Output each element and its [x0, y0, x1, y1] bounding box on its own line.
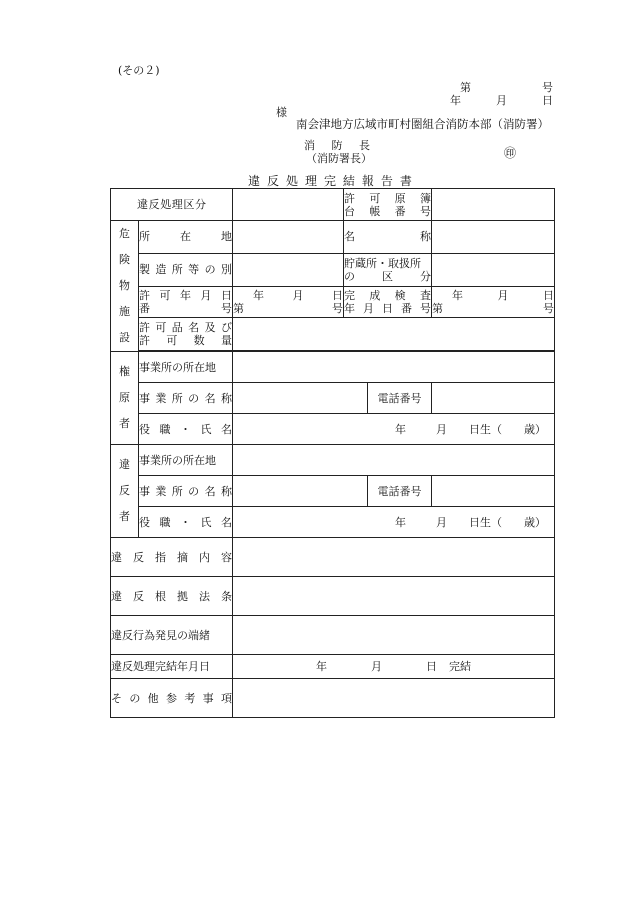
ledger-number-value[interactable]: [432, 189, 555, 221]
violator-position-name-label: 役 職 ・ 氏 名: [139, 507, 233, 538]
legal-basis-label: 違 反 根 拠 法 条: [111, 577, 233, 616]
rights-holder-group-label: 権 原 者: [111, 352, 139, 445]
location-label: 所 在 地: [139, 221, 233, 254]
name-value[interactable]: [432, 221, 555, 254]
permitted-goods-value[interactable]: [233, 318, 555, 351]
rights-holder-office-name-value[interactable]: [233, 383, 368, 414]
date-day: 日: [542, 94, 553, 107]
storage-category-value[interactable]: [432, 253, 555, 286]
rights-holder-position-name-value[interactable]: 年 月 日生（ 歳）: [233, 414, 555, 445]
rights-holder-position-name-label: 役 職 ・ 氏 名: [139, 414, 233, 445]
rights-holder-address-label: 事業所の所在地: [139, 352, 233, 383]
rights-holder-phone-value[interactable]: [432, 383, 555, 414]
violator-position-name-value[interactable]: 年 月 日生（ 歳）: [233, 507, 555, 538]
name-label: 名 称: [344, 221, 432, 254]
completion-date-label: 違反処理完結年月日: [111, 655, 233, 679]
inspection-date-value[interactable]: 年 月 日 第 号: [432, 286, 555, 318]
violation-details-label: 違 反 指 摘 内 容: [111, 538, 233, 577]
chief-title: 消 防 長: [304, 139, 370, 152]
document-title: 違 反 処 理 完 結 報 告 書: [248, 174, 412, 188]
location-value[interactable]: [233, 221, 344, 254]
report-form-table: [110, 188, 555, 718]
discovery-value[interactable]: [233, 616, 555, 655]
doc-number-go: 号: [542, 81, 553, 94]
form-number-label: (その２): [118, 64, 160, 77]
violator-phone-value[interactable]: [432, 476, 555, 507]
facility-group-label: 危 険 物 施 設: [111, 221, 139, 352]
organization-name: 南会津地方広域市町村圏組合消防本部（消防署）: [296, 117, 549, 131]
rights-holder-office-name-label: 事 業 所 の 名 称: [139, 383, 233, 414]
rights-holder-address-value[interactable]: [233, 352, 555, 383]
legal-basis-value[interactable]: [233, 577, 555, 616]
facility-type-label: 製 造 所 等 の 別: [139, 253, 233, 286]
date-month: 月: [496, 94, 507, 107]
storage-category-label: 貯蔵所・取扱所 の 区 分: [344, 253, 432, 286]
violation-details-value[interactable]: [233, 538, 555, 577]
discovery-label: 違反行為発見の端緒: [111, 616, 233, 655]
permit-date-value[interactable]: 年 月 日 第 号: [233, 286, 344, 318]
other-notes-label: そ の 他 参 考 事 項: [111, 679, 233, 718]
violator-office-name-value[interactable]: [233, 476, 368, 507]
violator-group-label: 違 反 者: [111, 445, 139, 538]
seal-mark: ㊞: [504, 146, 517, 160]
inspection-date-label: 完 成 検 査 年 月 日 番 号: [344, 286, 432, 318]
category-label: 違 反 処 理 区 分: [111, 189, 233, 221]
violator-office-name-label: 事 業 所 の 名 称: [139, 476, 233, 507]
completion-date-value[interactable]: 年 月 日 完結: [233, 655, 555, 679]
chief-subtitle: （消防署長）: [306, 152, 372, 165]
date-year: 年: [450, 94, 461, 107]
rights-holder-phone-label: 電話番号: [368, 383, 432, 414]
other-notes-value[interactable]: [233, 679, 555, 718]
category-value[interactable]: [233, 189, 344, 221]
addressee-sama: 様: [276, 106, 287, 119]
violator-phone-label: 電話番号: [368, 476, 432, 507]
permitted-goods-label: 許 可 品 名 及 び 許 可 数 量: [139, 318, 233, 351]
facility-type-value[interactable]: [233, 253, 344, 286]
ledger-number-label: 許 可 原 簿 台 帳 番 号: [344, 189, 432, 221]
doc-number-dai: 第: [460, 81, 471, 94]
violator-address-label: 事業所の所在地: [139, 445, 233, 476]
violator-address-value[interactable]: [233, 445, 555, 476]
permit-date-label: 許 可 年 月 日 番 号: [139, 286, 233, 318]
